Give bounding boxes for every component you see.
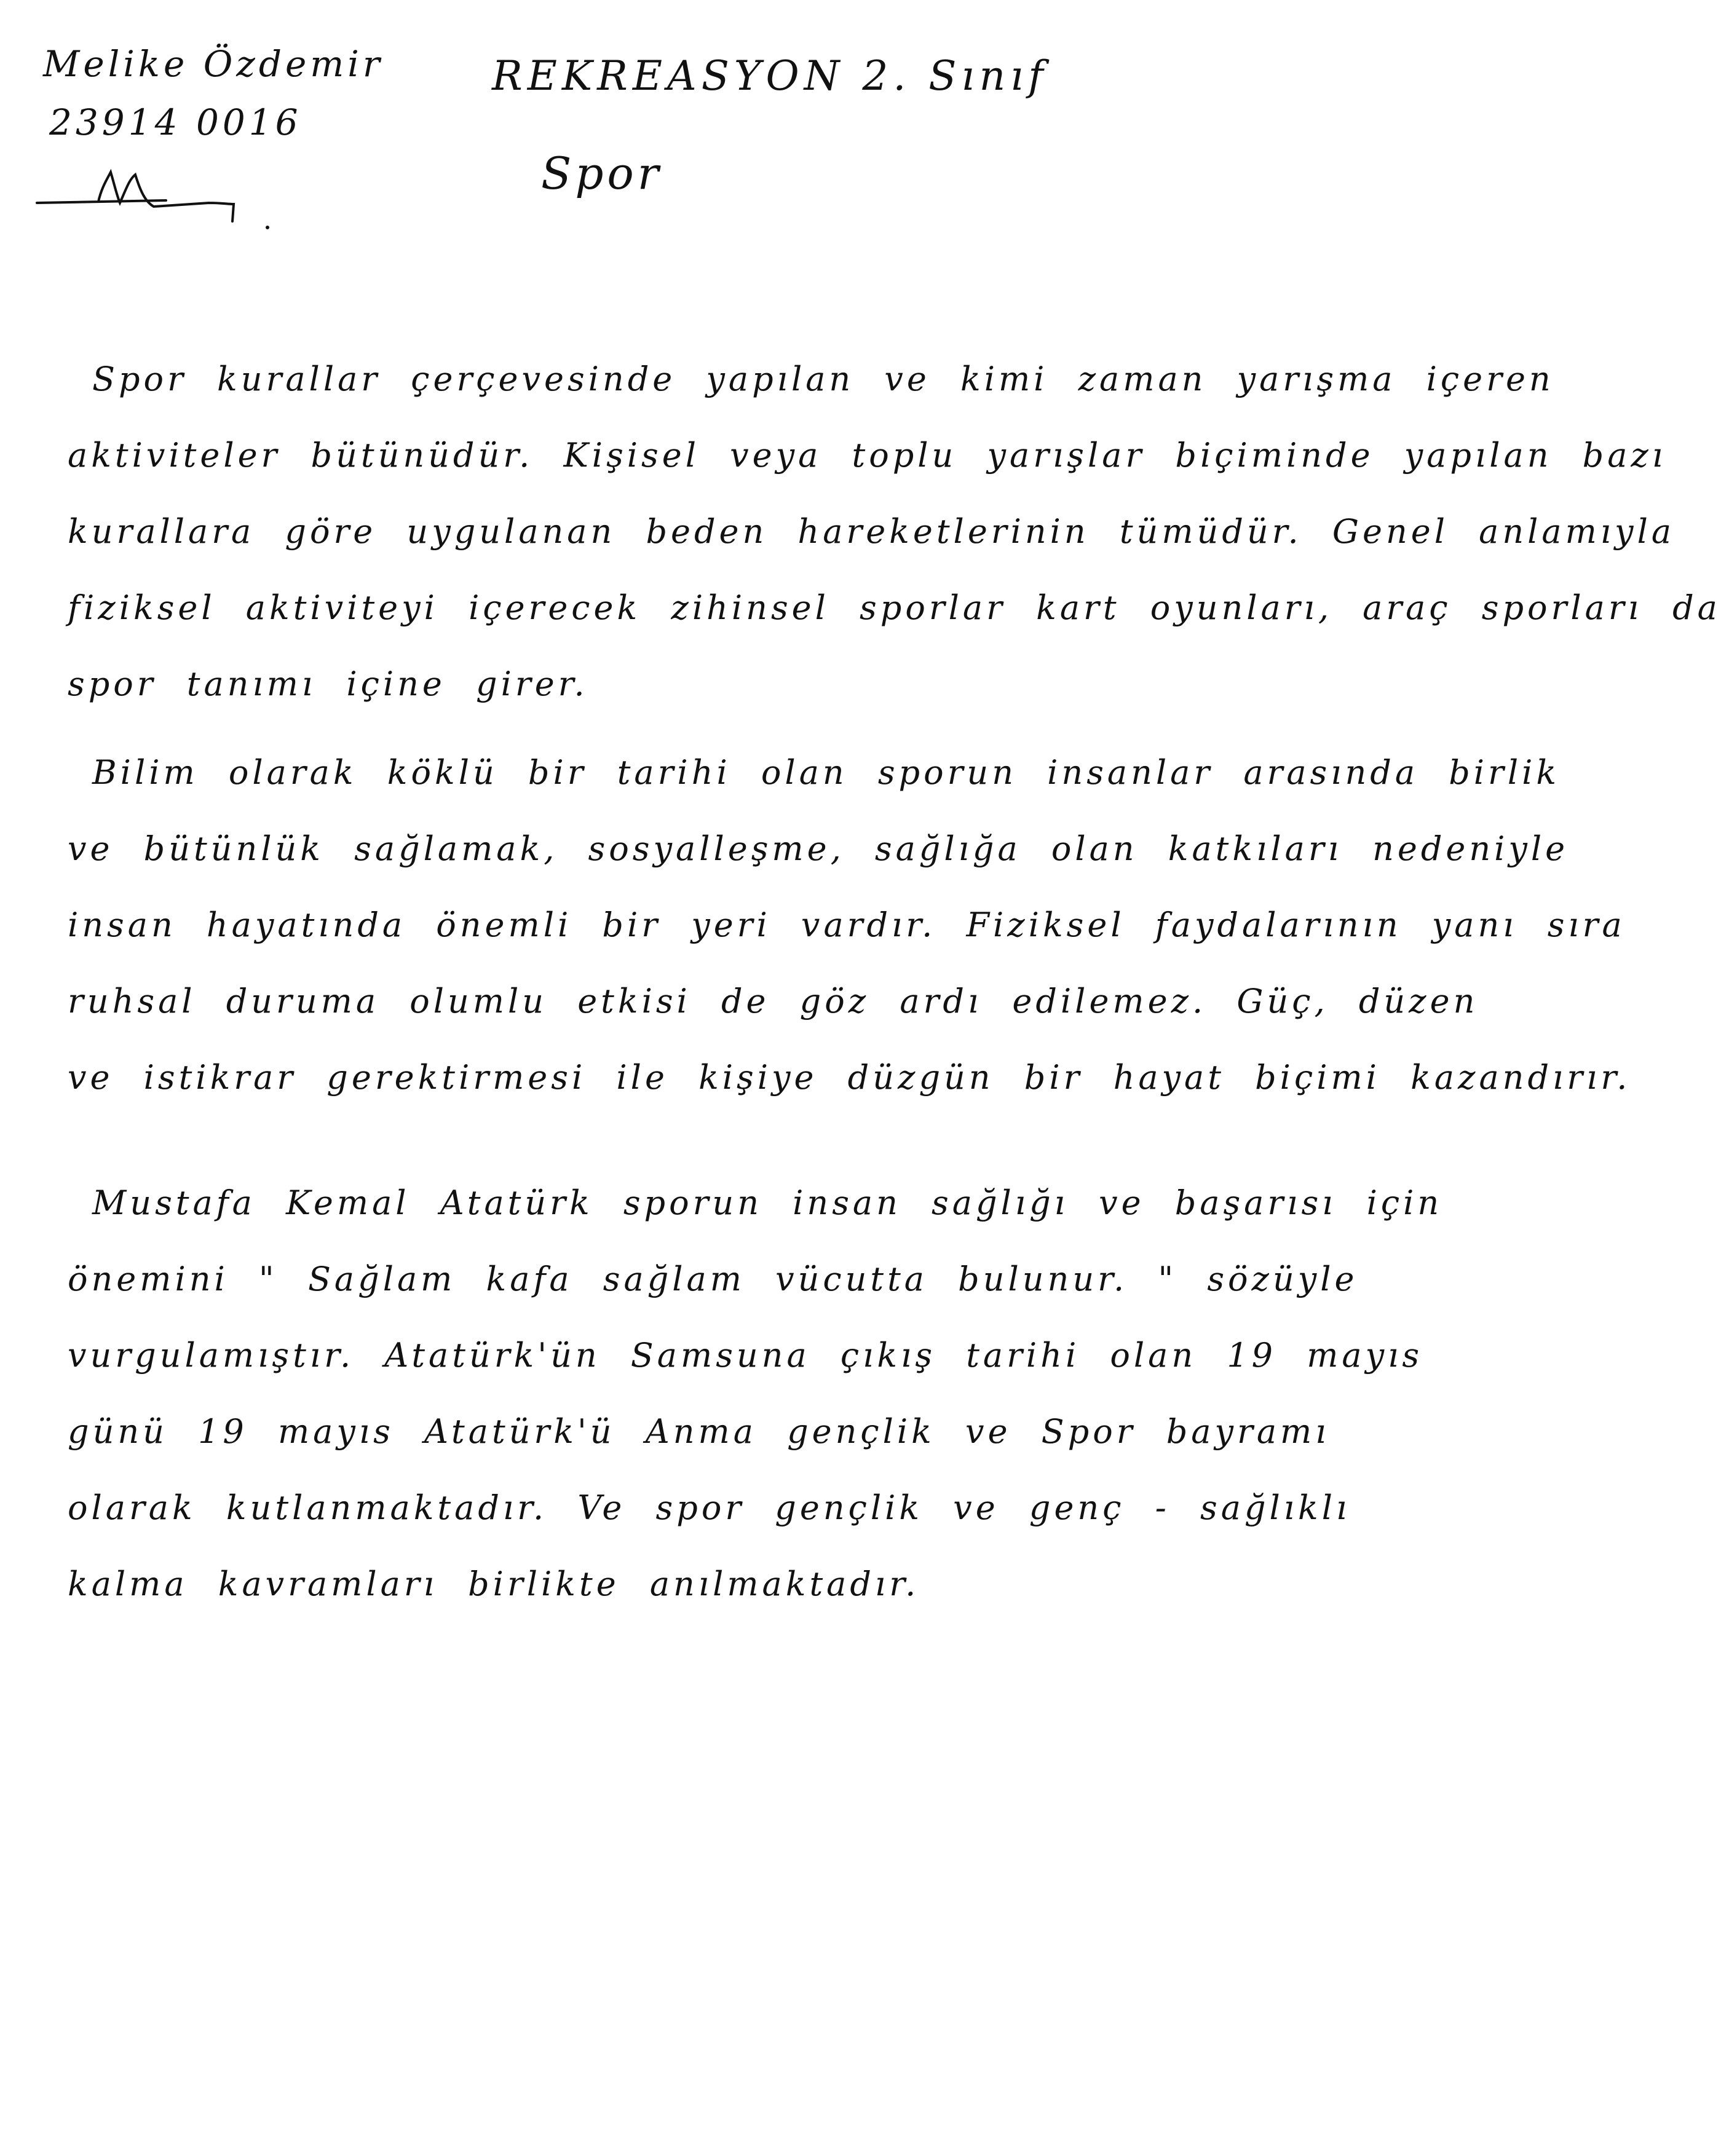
text-line: önemini " Sağlam kafa sağlam vücutta bulunur. " sözüyle	[68, 1260, 1358, 1298]
text-line: Bilim olarak köklü bir tarihi olan sporun insanlar arasında birlik	[92, 753, 1561, 792]
essay-paragraph-2	[68, 735, 1631, 1116]
text-line: Spor kurallar çerçevesinde yapılan ve kimi zaman yarışma içeren	[92, 360, 1554, 398]
text-line: günü 19 mayıs Atatürk'ü Anma gençlik ve Spor bayramı	[68, 1412, 1330, 1451]
text-line: aktiviteler bütünüdür. Kişisel veya toplu yarışlar biçiminde yapılan bazı	[68, 436, 1667, 475]
essay-paragraph-1	[68, 341, 1721, 722]
text-line: olarak kutlanmaktadır. Ve spor gençlik ve genç - sağlıklı	[68, 1488, 1351, 1527]
course-title: REKREASYON 2. Sınıf	[492, 52, 1048, 100]
text-line: insan hayatında önemli bir yeri vardır. Fiziksel faydalarının yanı sıra	[68, 906, 1626, 944]
student-number: 23914 0016	[49, 101, 302, 143]
text-line: ruhsal duruma olumlu etkisi de göz ardı edilemez. Güç, düzen	[68, 982, 1479, 1021]
signature	[25, 166, 271, 234]
text-line: ve bütünlük sağlamak, sosyalleşme, sağlığa olan katkıları nedeniyle	[68, 829, 1569, 868]
text-line: spor tanımı içine girer.	[68, 665, 588, 703]
text-line: fiziksel aktiviteyi içerecek zihinsel sporlar kart oyunları, araç sporları da	[68, 588, 1721, 627]
text-line: vurgulamıştır. Atatürk'ün Samsuna çıkış tarihi olan 19 mayıs	[68, 1336, 1423, 1375]
student-name: Melike Özdemir	[43, 43, 384, 85]
text-line: ve istikrar gerektirmesi ile kişiye düzgün bir hayat biçimi kazandırır.	[68, 1058, 1631, 1097]
text-line: kurallara göre uygulanan beden hareketlerinin tümüdür. Genel anlamıyla	[68, 512, 1676, 551]
text-line: kalma kavramları birlikte anılmaktadır.	[68, 1565, 920, 1603]
essay-title: Spor	[541, 148, 663, 199]
essay-paragraph-3	[68, 1165, 1494, 1622]
text-line: Mustafa Kemal Atatürk sporun insan sağlığı ve başarısı için	[92, 1183, 1443, 1222]
